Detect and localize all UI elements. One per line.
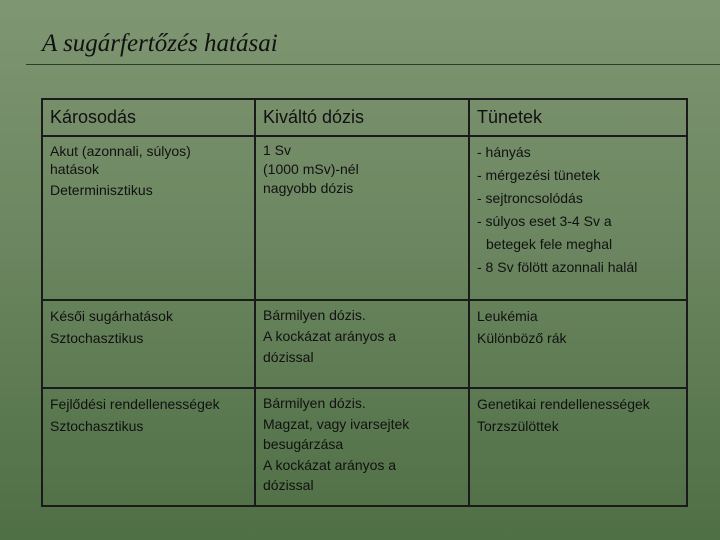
dose-text: dózissal xyxy=(263,477,314,493)
symptoms-cell xyxy=(469,388,687,506)
dose-cell xyxy=(255,136,469,300)
dose-text: (1000 mSv)-nél xyxy=(263,161,359,177)
damage-type: Sztochasztikus xyxy=(50,418,144,434)
dose-text: nagyobb dózis xyxy=(263,180,354,196)
damage-cell xyxy=(42,136,255,300)
dose-text: Bármilyen dózis. xyxy=(263,307,366,323)
header-symptoms: Tünetek xyxy=(469,99,687,136)
damage-cell xyxy=(42,300,255,388)
dose-text: A kockázat arányos a xyxy=(263,456,397,473)
damage-cell xyxy=(42,388,255,506)
damage-type: Determinisztikus xyxy=(50,182,153,198)
symptoms-cell xyxy=(469,136,687,300)
symptom-item: - mérgezési tünetek xyxy=(477,167,600,183)
table-row xyxy=(42,388,687,506)
dose-cell xyxy=(255,300,469,388)
symptom-item: Különböző rák xyxy=(477,330,567,346)
damage-type: Sztochasztikus xyxy=(50,330,144,346)
damage-text: Késői sugárhatások xyxy=(50,308,173,324)
symptom-item: - hányás xyxy=(477,144,531,160)
symptom-item: betegek fele meghal xyxy=(486,236,613,252)
dose-text: Bármilyen dózis. xyxy=(263,395,366,411)
damage-text: hatások xyxy=(50,161,100,177)
table-header-row xyxy=(42,99,687,136)
dose-text: besugárzása xyxy=(263,436,344,452)
symptom-item: Torzszülöttek xyxy=(477,418,559,434)
damage-text: Akut (azonnali, súlyos) xyxy=(50,143,191,159)
dose-text: 1 Sv xyxy=(263,142,292,158)
dose-cell xyxy=(255,388,469,506)
symptoms-cell xyxy=(469,300,687,388)
title-divider xyxy=(26,64,720,65)
symptom-item: Genetikai rendellenességek xyxy=(477,396,650,412)
symptom-item: - sejtroncsolódás xyxy=(477,190,583,206)
symptom-item: - 8 Sv fölött azonnali halál xyxy=(477,259,638,275)
damage-text: Fejlődési rendellenességek xyxy=(50,396,220,412)
dose-text: dózissal xyxy=(263,349,314,365)
header-dose: Kiváltó dózis xyxy=(255,99,469,136)
dose-text: A kockázat arányos a xyxy=(263,328,397,344)
header-damage: Károsodás xyxy=(42,99,255,136)
effects-table xyxy=(41,98,688,507)
symptom-item: Leukémia xyxy=(477,308,538,324)
table-row xyxy=(42,136,687,300)
symptom-item: - súlyos eset 3-4 Sv a xyxy=(477,213,612,229)
slide-title: A sugárfertőzés hatásai xyxy=(42,30,278,57)
table-row xyxy=(42,300,687,388)
dose-text: Magzat, vagy ivarsejtek xyxy=(263,415,410,432)
